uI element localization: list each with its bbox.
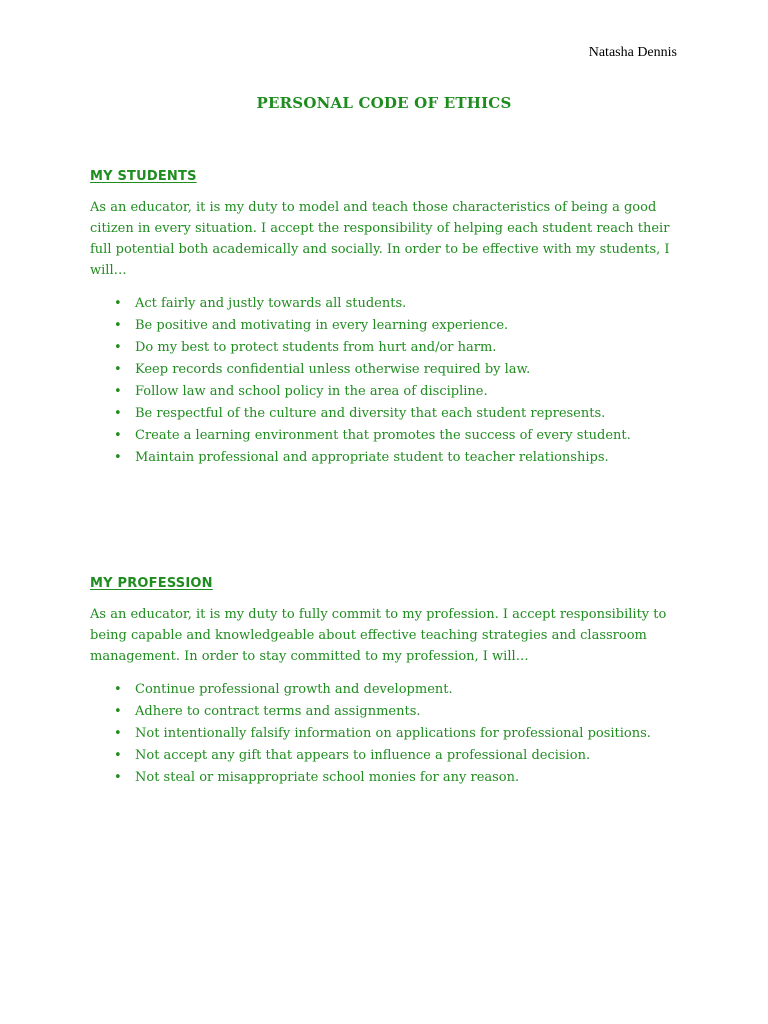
- bullet-icon: •: [114, 428, 122, 443]
- bullet-icon: •: [114, 384, 122, 399]
- list-item: [90, 745, 690, 766]
- section-paragraph-profession: As an educator, it is my duty to fully commit to my profession. I accept responsibility to being capable and knowledgeable about effective teaching strategies and classroom management. In order to stay committed to my profession, I will…: [90, 607, 667, 664]
- bullet-icon: •: [114, 340, 122, 355]
- bullet-icon: •: [114, 682, 122, 697]
- list-item-text: Be positive and motivating in every learning experience.: [135, 318, 509, 333]
- bullet-list-profession: [90, 679, 690, 788]
- list-item: [90, 359, 690, 380]
- section-my-profession: [90, 576, 690, 789]
- list-item-text: Not accept any gift that appears to influence a professional decision.: [135, 748, 591, 763]
- list-item: [90, 315, 690, 336]
- list-item-text: Maintain professional and appropriate student to teacher relationships.: [135, 450, 609, 465]
- bullet-icon: •: [114, 726, 122, 741]
- bullet-list-students: [90, 293, 690, 468]
- list-item: [90, 425, 690, 446]
- list-item-text: Continue professional growth and development.: [135, 682, 453, 697]
- list-item-text: Not steal or misappropriate school monies for any reason.: [135, 770, 520, 785]
- list-item: [90, 723, 690, 744]
- list-item: [90, 701, 690, 722]
- bullet-icon: •: [114, 406, 122, 421]
- list-item-text: Keep records confidential unless otherwise required by law.: [135, 362, 531, 377]
- bullet-icon: •: [114, 318, 122, 333]
- section-my-students: [90, 169, 690, 469]
- list-item-text: Create a learning environment that promotes the success of every student.: [135, 428, 631, 443]
- bullet-icon: •: [114, 704, 122, 719]
- list-item-text: Do my best to protect students from hurt and/or harm.: [135, 340, 497, 355]
- bullet-icon: •: [114, 296, 122, 311]
- list-item-text: Be respectful of the culture and diversity that each student represents.: [135, 406, 606, 421]
- list-item: [90, 447, 690, 468]
- author-name: Natasha Dennis: [588, 45, 677, 60]
- section-heading-profession: MY PROFESSION: [90, 576, 213, 591]
- section-heading-students: MY STUDENTS: [90, 169, 197, 184]
- document-title: PERSONAL CODE OF ETHICS: [256, 94, 512, 112]
- section-paragraph-students: As an educator, it is my duty to model and teach those characteristics of being a good citizen in every situation. I accept the responsibility of helping each student reach their full potential both academically and socially. In order to be effective with my students, I will…: [90, 200, 670, 278]
- list-item: [90, 381, 690, 402]
- list-item-text: Adhere to contract terms and assignments.: [135, 704, 421, 719]
- list-item-text: Act fairly and justly towards all students.: [135, 296, 407, 311]
- list-item: [90, 679, 690, 700]
- bullet-icon: •: [114, 450, 122, 465]
- list-item: [90, 403, 690, 424]
- bullet-icon: •: [114, 362, 122, 377]
- list-item-text: Follow law and school policy in the area of discipline.: [135, 384, 488, 399]
- list-item-text: Not intentionally falsify information on applications for professional positions.: [135, 726, 651, 741]
- bullet-icon: •: [114, 770, 122, 785]
- list-item: [90, 293, 690, 314]
- list-item: [90, 337, 690, 358]
- bullet-icon: •: [114, 748, 122, 763]
- list-item: [90, 767, 690, 788]
